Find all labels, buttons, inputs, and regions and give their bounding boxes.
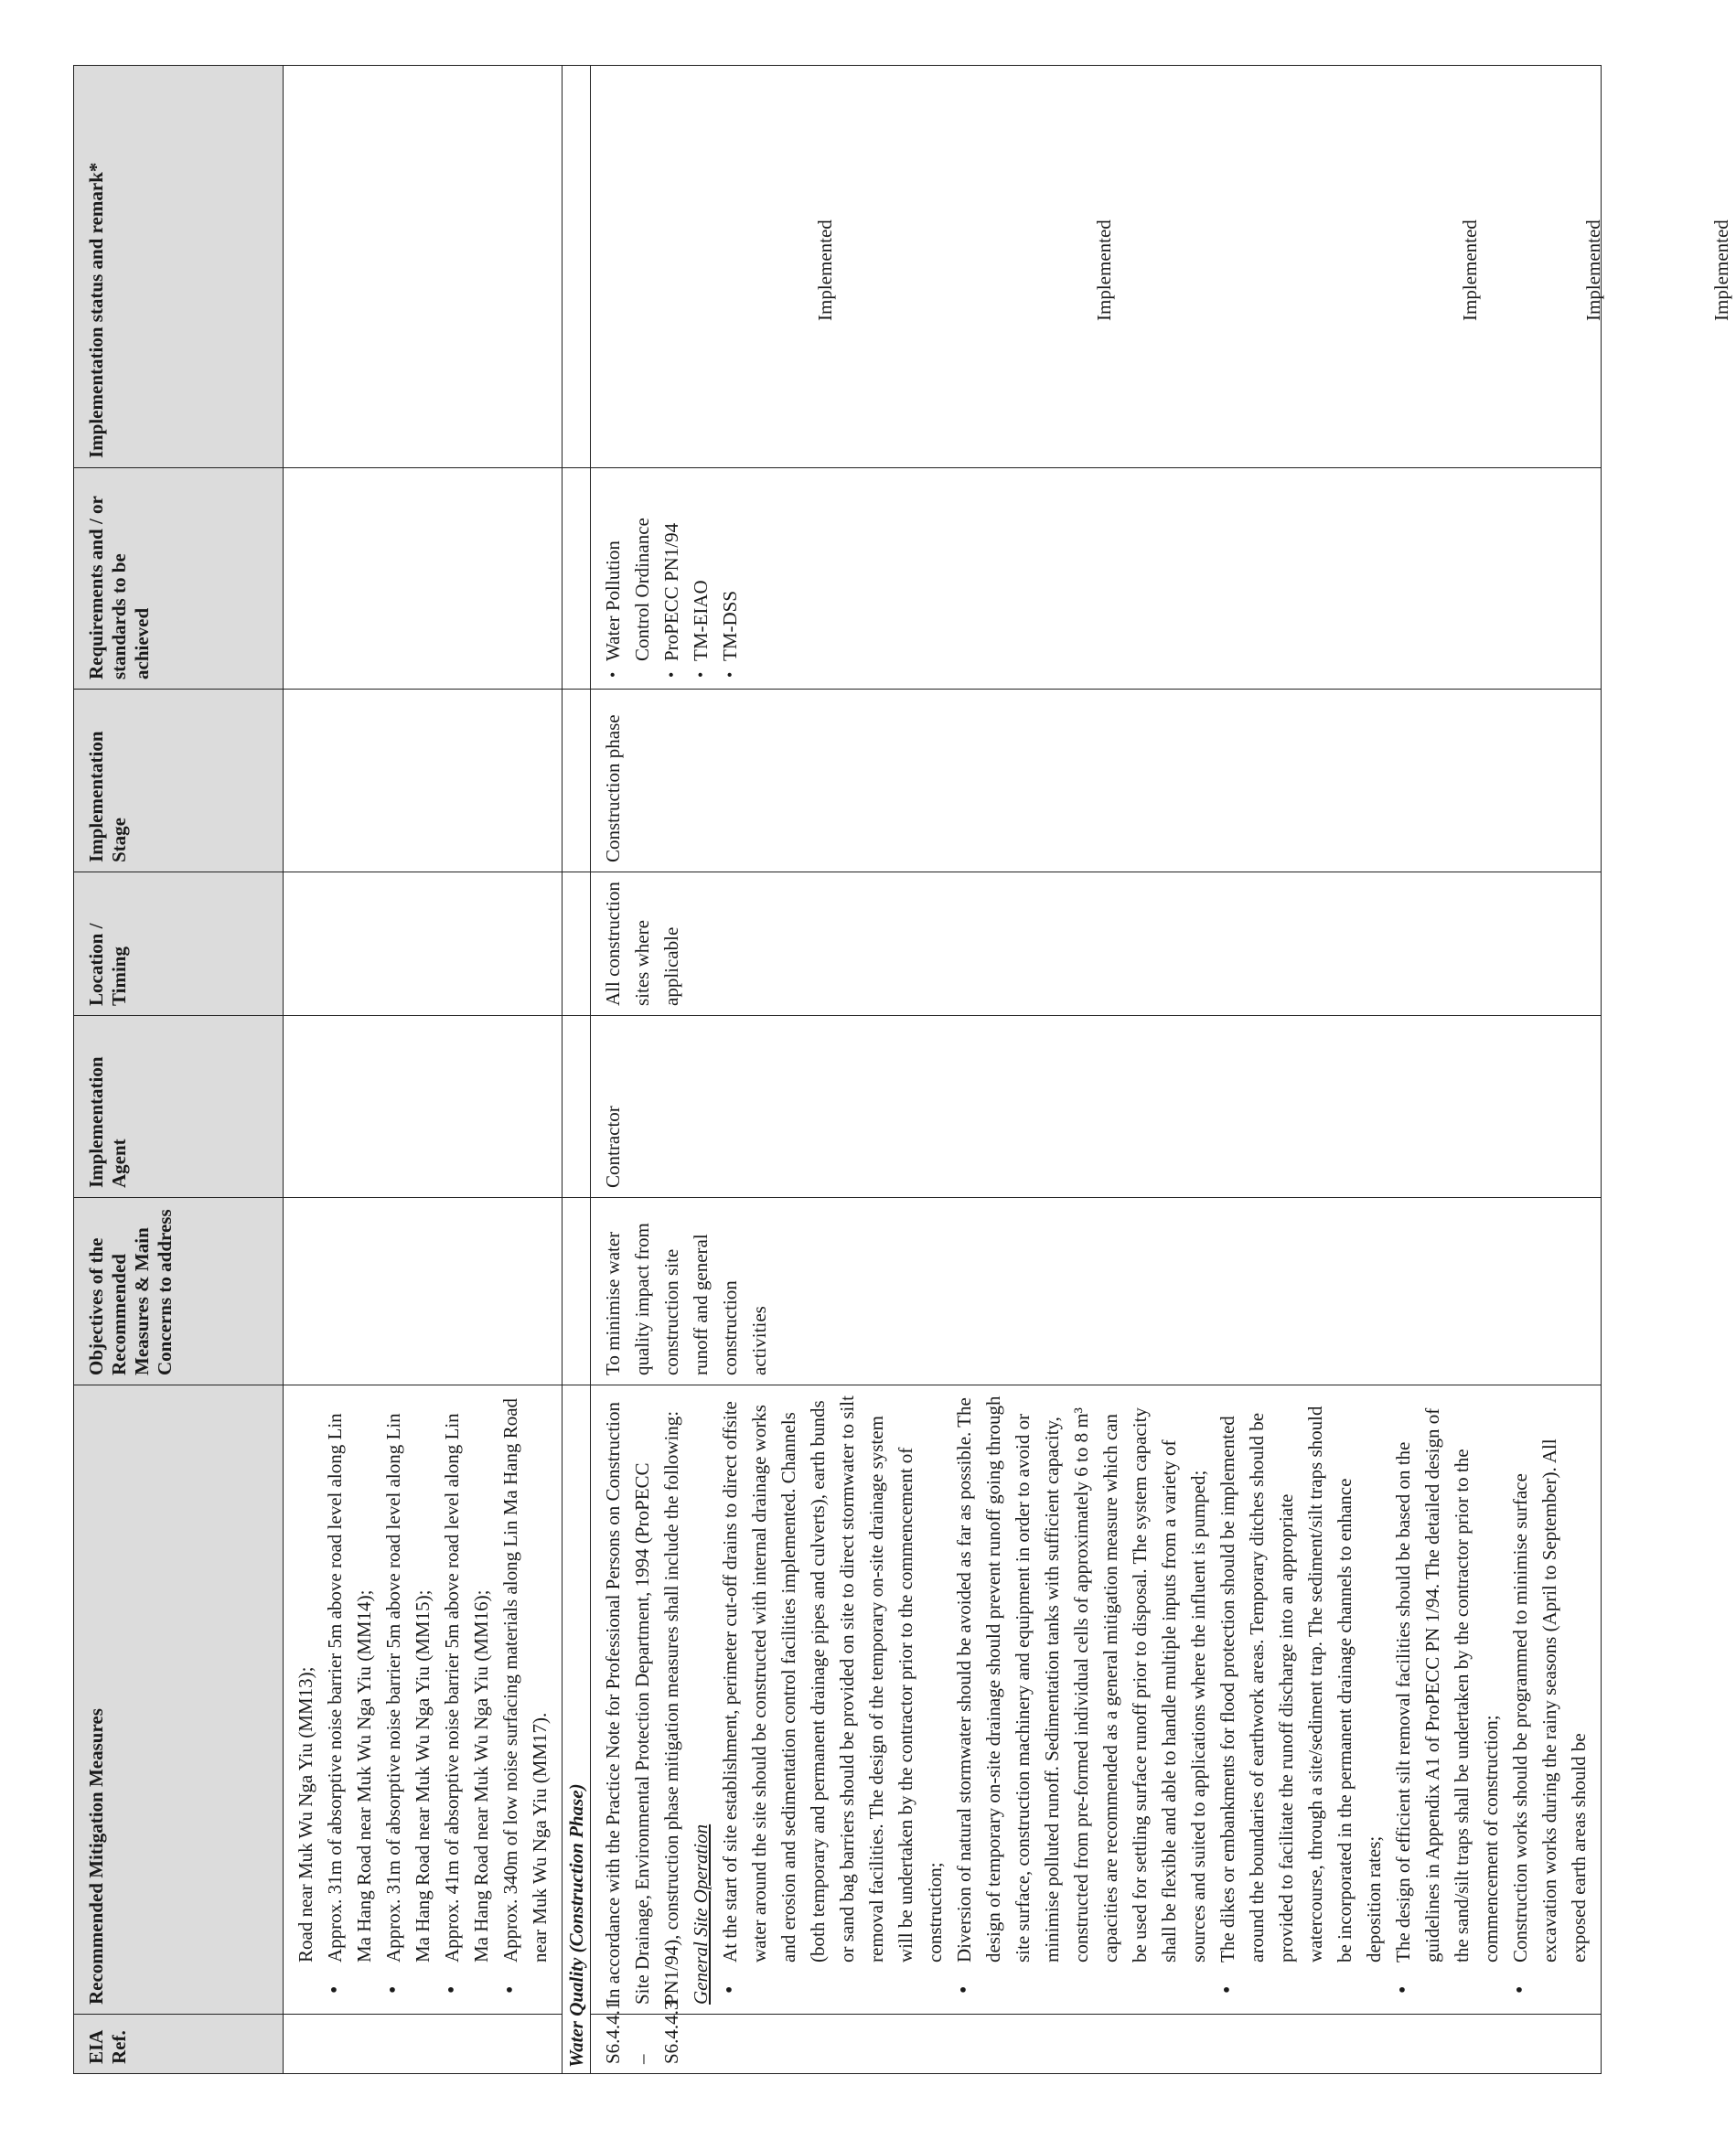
status-text: Implemented	[814, 219, 836, 321]
list-item: • Approx. 31m of absorptive noise barrier 5m above road level along Lin Ma Hang Road near Muk Wu Nga Yiu (MM15);	[379, 1395, 437, 1963]
water-requirements	[591, 468, 1602, 690]
header-eia-ref: EIA Ref.	[74, 2015, 284, 2074]
status-text: Implemented	[1459, 219, 1481, 321]
list-item: • TM-EIAO	[686, 477, 715, 661]
water-mitigation	[591, 1385, 1602, 2015]
mitigation-table	[73, 65, 1732, 2074]
list-item: • Approx. 340m of low noise surfacing materials along Lin Ma Hang Road near Muk Wu Nga Yiu (MM17).	[496, 1395, 554, 1963]
continued-bullets	[320, 1395, 554, 2005]
water-ref: S6.4.4.1 – S6.4.4.3	[591, 2015, 1602, 2074]
header-location: Location / Timing	[74, 872, 284, 1016]
list-item: • ProPECC PN1/94	[657, 477, 686, 661]
rotated-page	[73, 66, 1732, 2074]
water-status	[591, 66, 1732, 468]
status-text: Implemented	[1710, 219, 1732, 321]
header-stage: Implementation Stage	[74, 690, 284, 872]
header-row	[74, 66, 284, 2074]
water-bullets	[715, 1395, 1593, 2005]
list-item: • At the start of site establishment, perimeter cut-off drains to direct offsite water around the site should be constructed with internal drainage works and erosion and sedimentation control facilities implemented. Channels (both temporary and permanent drainage pipes and culverts), earth bunds or sand bag barriers should be provided on site to direct stormwater to silt removal facilities. The design of the temporary on-site drainage system will be undertaken by the contractor prior to the commencement of construction;	[715, 1395, 949, 1963]
list-item: • The design of efficient silt removal facilities should be based on the guidelines in Appendix A1 of ProPECC PN 1/94. The detailed design of the sand/silt traps shall be undertaken by the contractor prior to the commencement of construction;	[1388, 1395, 1506, 1963]
water-subheading: General Site Operation	[690, 1823, 712, 2005]
list-item: • Approx. 31m of absorptive noise barrier 5m above road level along Lin Ma Hang Road near Muk Wu Nga Yiu (MM14);	[320, 1395, 379, 1963]
list-item: • The dikes or embankments for flood protection should be implemented around the boundaries of earthwork areas. Temporary ditches should be provided to facilitate the runoff discharge into an appropriate watercourse, through a site/sediment trap. The sediment/silt traps should be incorporated in the permanent drainage channels to enhance deposition rates;	[1213, 1395, 1388, 1963]
header-requirements: Requirements and / or standards to be achieved	[74, 468, 284, 690]
section-row	[563, 66, 591, 2074]
water-agent: Contractor	[591, 1016, 1602, 1198]
continued-row	[284, 66, 563, 2074]
status-text: Implemented	[1582, 219, 1604, 321]
continued-lead: Road near Muk Wu Nga Yiu (MM13);	[295, 1666, 316, 1963]
header-objectives: Objectives of the Recommended Measures & Main Concerns to address	[74, 1198, 284, 1385]
header-agent: Implementation Agent	[74, 1016, 284, 1198]
list-item: • Water Pollution Control Ordinance	[598, 477, 657, 661]
water-intro: In accordance with the Practice Note for Professional Persons on Construction Site Drainage, Environmental Protection Department, 1994 (ProPECC PN1/94), construction phase mitigation measures shall include the following:	[602, 1402, 682, 2005]
water-location: All construction sites where applicable	[591, 872, 1602, 1016]
list-item: • TM-DSS	[715, 477, 745, 661]
list-item: • Construction works should be programmed to minimise surface excavation works during the rainy seasons (April to September). All exposed earth areas should be	[1506, 1395, 1593, 1963]
continued-ref	[284, 2015, 563, 2074]
water-quality-row	[591, 66, 1602, 2074]
water-objectives: To minimise water quality impact from construction site runoff and general construction activities	[591, 1198, 1602, 1385]
list-item: • Diversion of natural stormwater should be avoided as far as possible. The design of temporary on-site drainage should prevent runoff going through site surface, construction machinery and equipment in order to avoid or minimise polluted runoff. Sedimentation tanks with sufficient capacity, constructed from pre-formed individual cells of approximately 6 to 8 m³ capacities are recommended as a general mitigation measure which can be used for settling surface runoff prior to disposal. The system capacity shall be flexible and able to handle multiple inputs from a variety of sources and suited to applications where the influent is pumped;	[949, 1395, 1213, 1963]
status-text: Implemented	[1093, 219, 1115, 321]
list-item: • Approx. 41m of absorptive noise barrier 5m above road level along Lin Ma Hang Road near Muk Wu Nga Yiu (MM16);	[437, 1395, 496, 1963]
water-stage: Construction phase	[591, 690, 1602, 872]
continued-mitigation	[284, 1385, 563, 2015]
header-status: Implementation status and remark*	[74, 66, 284, 468]
header-mitigation: Recommended Mitigation Measures	[74, 1385, 284, 2015]
section-title: Water Quality (Construction Phase)	[563, 1385, 591, 2074]
